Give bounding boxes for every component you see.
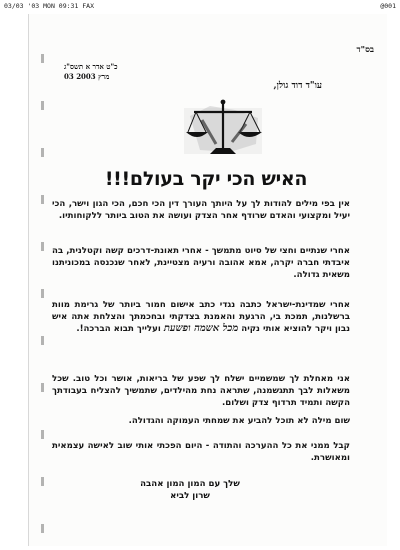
- fax-header: [4, 2, 396, 12]
- hebrew-date: כ"ט אדר א תשס"ג: [64, 62, 118, 71]
- paragraph-3: [52, 299, 350, 335]
- paragraph-3-text: אחרי שמדינת-ישראל כתבה נגדי כתב אישום חמור ביותר של גרימת מוות ברשלנות, תמכת בי, הרגעת והאמנת בצדקתי ובחכמתך והצלחת אתה איש נבון ויקר להוציא אותי נקיה: [52, 300, 350, 334]
- paragraph-4: [52, 373, 350, 409]
- bsd-header: בס"ד: [356, 45, 374, 55]
- handwritten-insert: מכל אשמה ופשעת: [163, 323, 239, 334]
- closing-signature: [110, 478, 270, 502]
- scales-of-justice-icon: [180, 96, 266, 162]
- fax-page-number: @001: [380, 2, 396, 10]
- letter-headline: האיש הכי יקר בעולם!!!: [104, 168, 308, 190]
- paragraph-1: [52, 198, 350, 222]
- paragraph-2: [52, 245, 350, 281]
- closing-line-1: שלך עם המון המון אהבה: [140, 479, 240, 489]
- paragraph-6: [52, 440, 350, 464]
- paragraph-5-text: שום מילה לא תוכל להביע את שמחתי העמוקה והגדולה.: [128, 416, 350, 426]
- paragraph-6-text: קבל ממני את כל ההערכה והתודה - היום הפכתי אותי שוב לאישה עצמאית ומאושרת.: [52, 441, 350, 463]
- gregorian-date: 03 מרץ 2003: [64, 72, 110, 81]
- paragraph-4-text: אני מאחלת לך שמשמיים ישלח לך שפע של בריאות, אושר וכל טוב. שכל משאלות לבך תתגשמנה, שתראה נחת מהילדים, שתמשיך להצליח בעבודתך הקשה ותמיד תרדוף צדק ושלום.: [52, 374, 350, 408]
- paragraph-1-text: אין בפי מילים להודות לך על היותך העורך דין הכי חכם, הכי הגון וישר, הכי יעיל ומקצועי והאדם שרודף אחר הצדק ועושה את הטוב ביותר ללקוחותיו.: [52, 199, 350, 221]
- paragraph-3-end: ועלייך תבוא הברכה!.: [76, 324, 161, 334]
- fax-timestamp: 03/03 '03 MON 09:31 FAX: [4, 2, 95, 10]
- signer-name: שרון לביא: [170, 491, 210, 501]
- paragraph-5: [52, 415, 350, 427]
- binding-marks: [37, 54, 47, 526]
- addressee: עו"ד דוד גולן,: [273, 81, 322, 91]
- paragraph-2-text: אחרי שנתיים וחצי של סיוט מתמשך - אחרי תאונת-דרכים קשה וקטלנית, בה איבדתי חברה יקרה, אמא אהובה ורעיה מצטיינת, לאחר שנכנסה במכוניתנו משאית גדולה.: [52, 246, 350, 280]
